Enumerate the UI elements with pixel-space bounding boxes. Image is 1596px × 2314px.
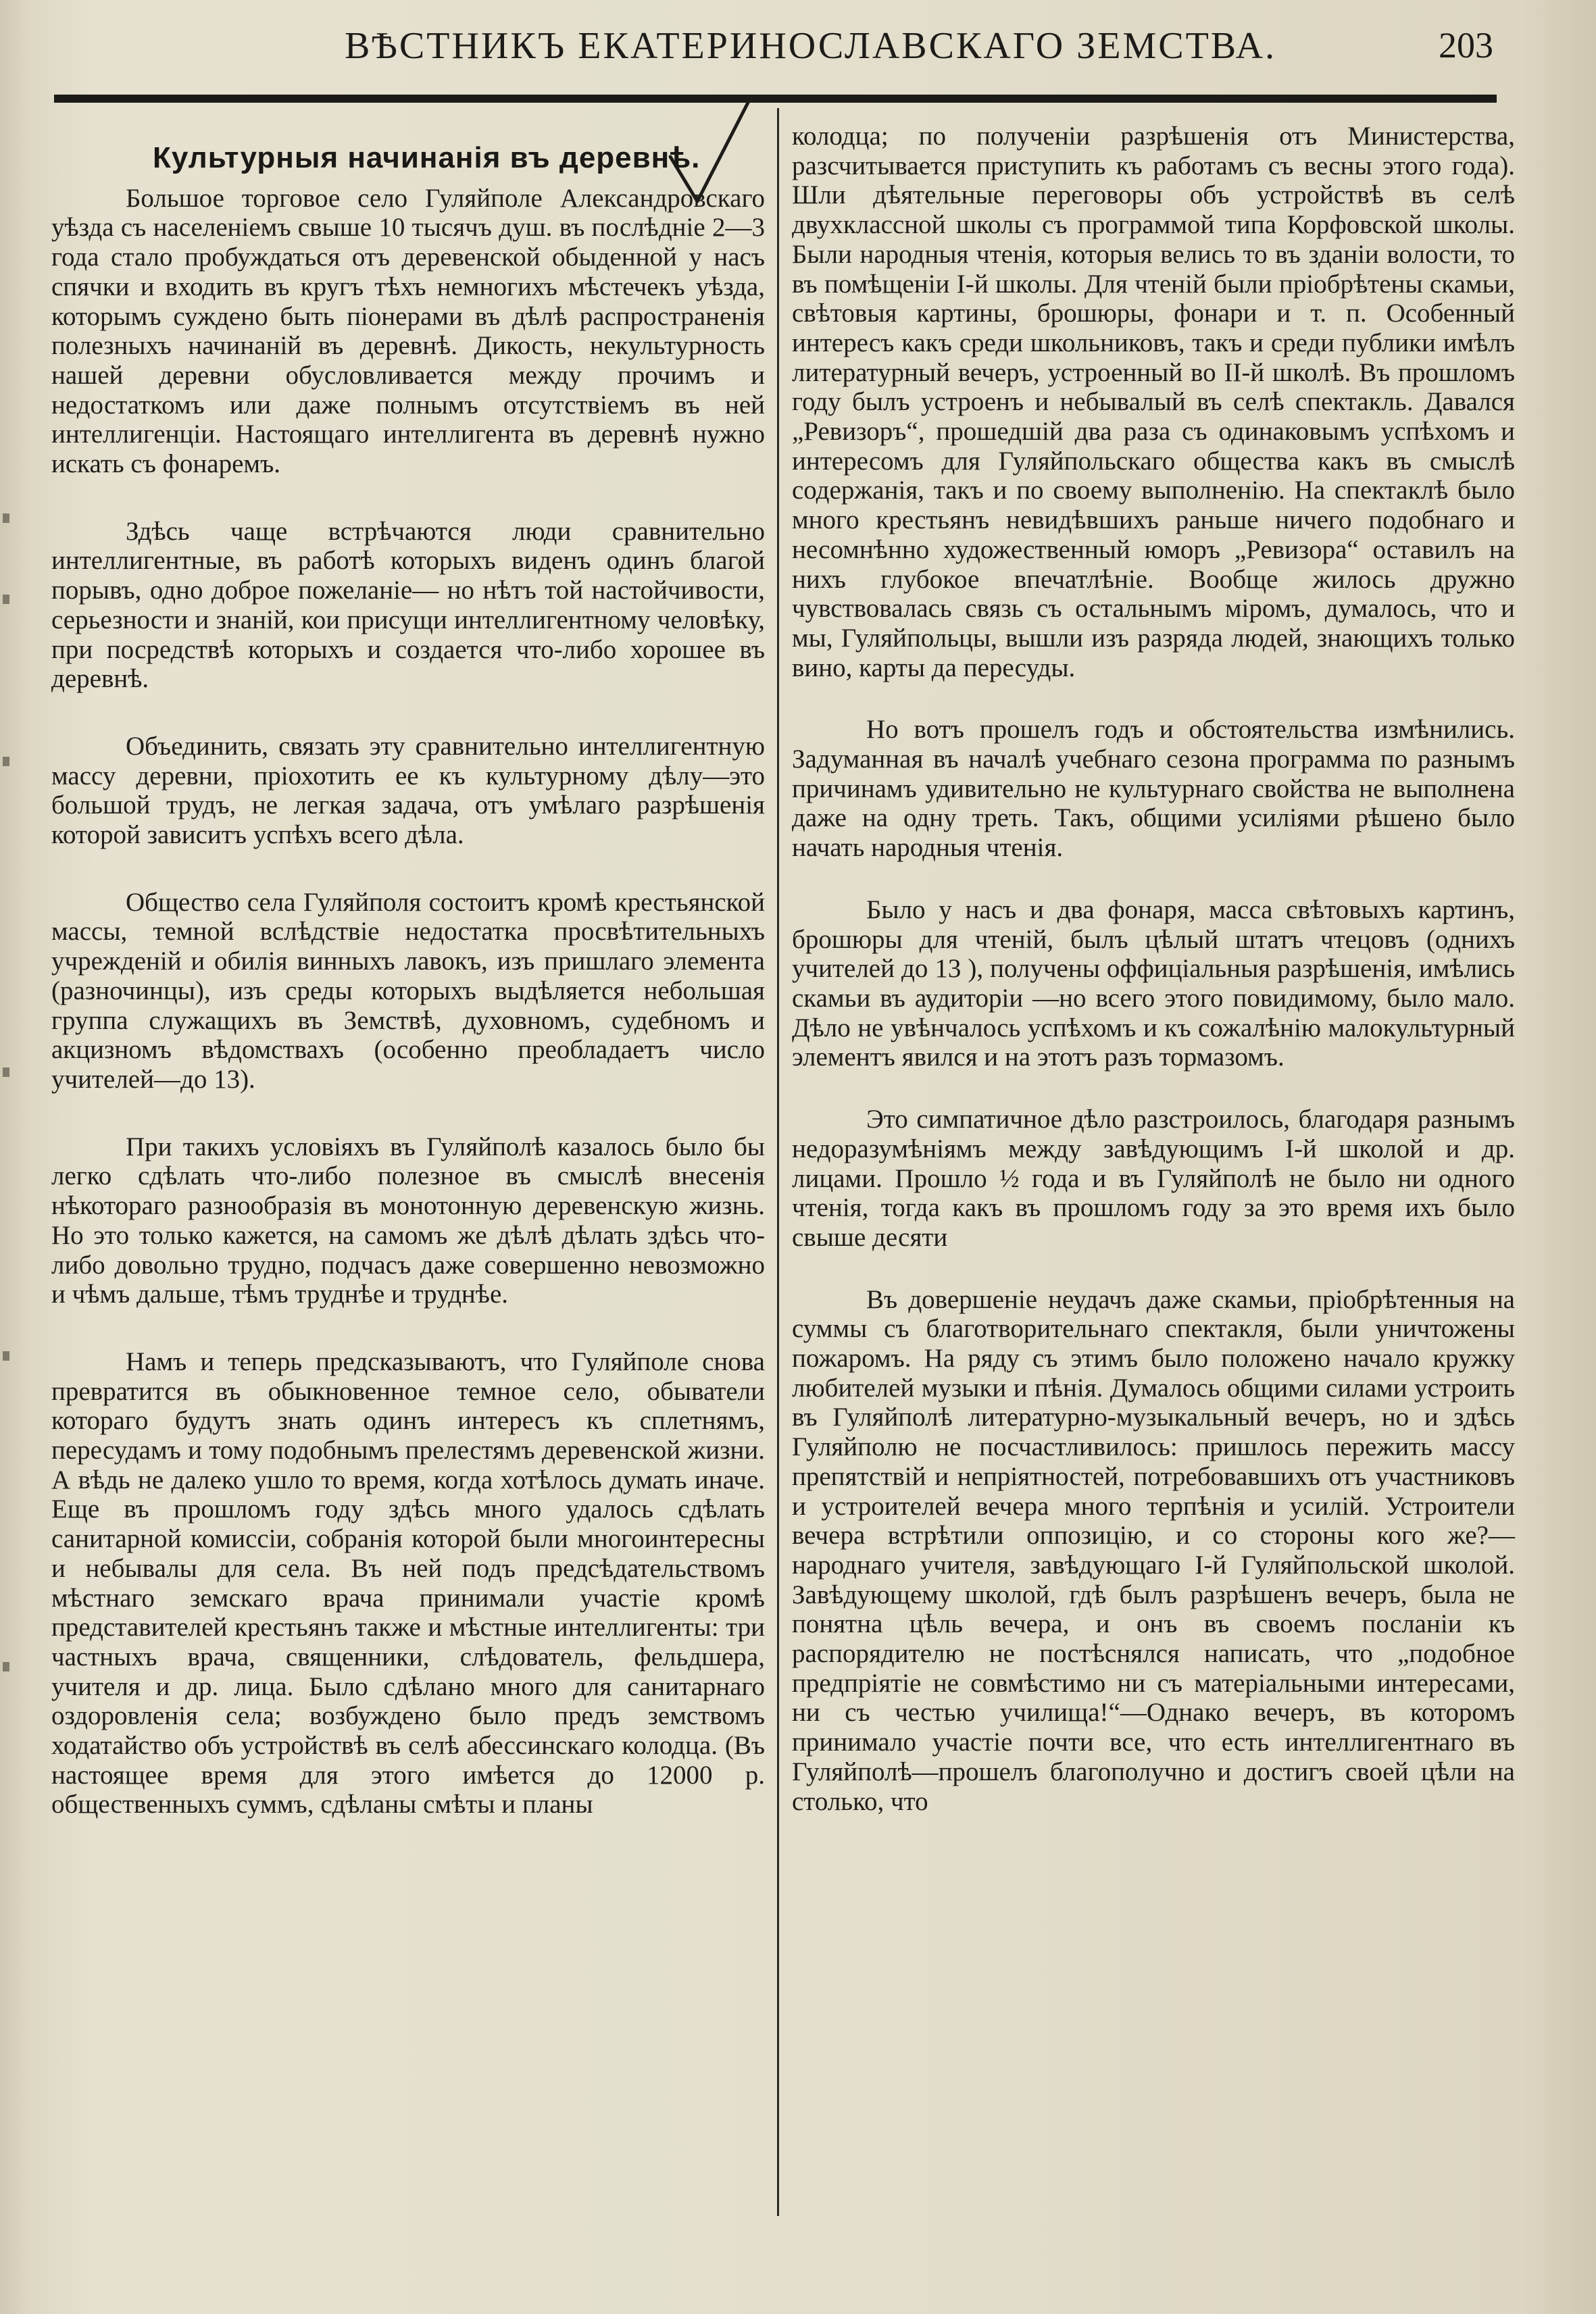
paragraph: колодца; по полученіи разрѣшенія отъ Министерства, разсчитывается приступить къ работамъ съ весны этого года). Шли дѣятельные переговоры объ устройствѣ въ селѣ двухклассной школы съ программой типа Корфовской школы. Были народныя чтенія, которыя велись то въ зданіи волости, то въ помѣщеніи I-й школы. Для чтеній были пріобрѣтены скамьи, свѣтовыя картины, брошюры, фонари и т. п. Особенный интересъ какъ среди школьниковъ, такъ и среди публики имѣлъ литературный вечеръ, устроенный во II-й школѣ. Въ прошломъ году былъ устроенъ и небывалый въ селѣ спектакль. Давался „Ревизоръ“, прошедшій два раза съ одинаковымъ успѣхомъ и интересомъ для Гуляйпольскаго общества какъ въ смыслѣ содержанія, такъ и по своему выполненію. На спектаклѣ было много крестьянъ невидѣвшихъ раньше ничего подобнаго и несомнѣнно художественный юморъ „Ревизора“ оставилъ на нихъ глубокое впечатлѣніе. Вообще жилось дружно чувствовалась связь съ остальнымъ міромъ, думалось, что и мы, Гуляйпольцы, вышли изъ разряда людей, знающихъ только вино, карты да пересуды. bbox=[792, 122, 1515, 682]
journal-title: ВѢСТНИКЪ ЕКАТЕРИНОСЛАВСКАГО ЗЕМСТВА. bbox=[345, 25, 1277, 67]
paragraph: Большое торговое село Гуляйполе Александровскаго уѣзда съ населеніемъ свыше 10 тысячъ душ. въ послѣдніе 2—3 года стало пробуждаться отъ деревенской обыденной у насъ спячки и входить въ кругъ тѣхъ немногихъ мѣстечекъ уѣзда, которымъ суждено быть піонерами въ дѣлѣ распространенія полезныхъ начинаній въ деревнѣ. Дикость, некультурность нашей деревни обусловливается между прочимъ и недостаткомъ или даже полнымъ отсутствіемъ въ ней интеллигенціи. Настоящаго интеллигента въ деревнѣ нужно искать съ фонаремъ. bbox=[51, 183, 765, 479]
paragraph: При такихъ условіяхъ въ Гуляйполѣ казалось было бы легко сдѣлать что-либо полезное въ смыслѣ внесенія нѣкотораго разнообразія въ монотонную деревенскую жизнь. Но это только кажется, на самомъ же дѣлѣ дѣлать здѣсь что-либо довольно трудно, подчасъ даже совершенно невозможно и чѣмъ дальше, тѣмъ труднѣе и труднѣе. bbox=[51, 1132, 765, 1309]
running-header bbox=[54, 24, 1493, 72]
paragraph: Было у насъ и два фонаря, масса свѣтовыхъ картинъ, брошюры для чтеній, былъ цѣлый штатъ чтецовъ (однихъ учителей до 13 ), получены оффиціальныя разрѣшенія, имѣлись скамьи въ аудиторіи —но всего этого повидимому, было мало. Дѣло не увѣнчалось успѣхомъ и къ сожалѣнію малокультурный элементъ явился и на этотъ разъ тормазомъ. bbox=[792, 895, 1515, 1072]
paragraph: Въ довершеніе неудачъ даже скамьи, пріобрѣтенныя на суммы съ благотворительнаго спектакля, были уничтожены пожаромъ. На ряду съ этимъ было положено начало кружку любителей музыки и пѣнія. Думалось общими силами устроить въ Гуляйполѣ литературно-музыкальный вечеръ, но и здѣсь Гуляйполю не посчастливилось: пришлось пережить массу препятствій и непріятностей, потребовавшихъ отъ участниковъ и устроителей вечера много терпѣнія и усилій. Устроители вечера встрѣтили оппозицію, и со стороны кого же?— народнаго учителя, завѣдующаго I-й Гуляйпольской школой. Завѣдующему школой, гдѣ былъ разрѣшенъ вечеръ, была не понятна цѣль вечера, и онъ въ своемъ посланіи къ распорядителю не постѣснялся написать, что „подобное предпріятіе не совмѣстимо ни съ матеріальными интересами, ни съ честью училища!“—Однако вечеръ, въ которомъ принимало участіе почти все, что есть интеллигентнаго въ Гуляйполѣ—прошелъ благополучно и достигъ своей цѣли на столько, что bbox=[792, 1284, 1515, 1816]
article-title: Культурныя начинанія въ деревнѣ. bbox=[153, 141, 701, 174]
left-column bbox=[51, 122, 765, 1857]
paragraph: Намъ и теперь предсказываютъ, что Гуляйполе снова превратится въ обыкновенное темное село, обыватели котораго будутъ знать одинъ интересъ къ сплетнямъ, пересудамъ и тому подобнымъ прелестямъ деревенской жизни. А вѣдь не далеко ушло то время, когда хотѣлось думать иначе. Еще въ прошломъ году здѣсь много удалось сдѣлать санитарной комиссіи, собранія которой были многоинтересны и небывалы для села. Въ ней подъ предсѣдательствомъ мѣстнаго земскаго врача принимали участіе кромѣ представителей крестьянъ также и мѣстные интеллигенты: три частныхъ врача, священники, слѣдователь, фельдшера, учителя и др. лица. Было сдѣлано много для санитарнаго оздоровленія села; возбуждено было предъ земствомъ ходатайство объ устройствѣ въ селѣ абессинскаго колодца. (Въ настоящее время для этого имѣется до 12000 р. общественныхъ суммъ, сдѣланы смѣты и планы bbox=[51, 1347, 765, 1819]
paragraph: Объединить, связать эту сравнительно интеллигентную массу деревни, пріохотить ее къ культурному дѣлу—это большой трудъ, не легкая задача, отъ умѣлаго разрѣшенія которой зависитъ успѣхъ всего дѣла. bbox=[51, 731, 765, 850]
header-rule bbox=[54, 95, 1497, 103]
column-divider bbox=[777, 108, 779, 2216]
paragraph: Но вотъ прошелъ годъ и обстоятельства измѣнились. Задуманная въ началѣ учебнаго сезона программа по разнымъ причинамъ удивительно не культурнаго свойства не выполнена даже на одну треть. Такъ, общими усиліями рѣшено было начать народныя чтенія. bbox=[792, 715, 1515, 863]
paragraph: Здѣсь чаще встрѣчаются люди сравнительно интеллигентные, въ работѣ которыхъ виденъ одинъ благой порывъ, одно доброе пожеланіе— но нѣтъ той настойчивости, серьезности и знаній, кои присущи интеллигентному человѣку, при посредствѣ которыхъ и создается что-либо хорошее въ деревнѣ. bbox=[51, 516, 765, 694]
paragraph: Это симпатичное дѣло разстроилось, благодаря разнымъ недоразумѣніямъ между завѣдующимъ I-й школой и др. лицами. Прошло ½ года и въ Гуляйполѣ не было ни одного чтенія, тогда какъ въ прошломъ году за это время ихъ было свыше десяти bbox=[792, 1105, 1515, 1252]
page-number: 203 bbox=[1439, 25, 1493, 66]
paragraph: Общество села Гуляйполя состоитъ кромѣ крестьянской массы, темной вслѣдствіе недостатка просвѣтительныхъ учрежденій и обилія винныхъ лавокъ, изъ пришлаго элемента (разночинцы), изъ среды которыхъ выдѣляется небольшая группа служащихъ въ Земствѣ, духовномъ, судебномъ и акцизномъ вѣдомствахъ (особенно преобладаетъ число учителей—до 13). bbox=[51, 887, 765, 1094]
margin-scan-marks bbox=[0, 513, 15, 1730]
right-column bbox=[792, 122, 1515, 1848]
